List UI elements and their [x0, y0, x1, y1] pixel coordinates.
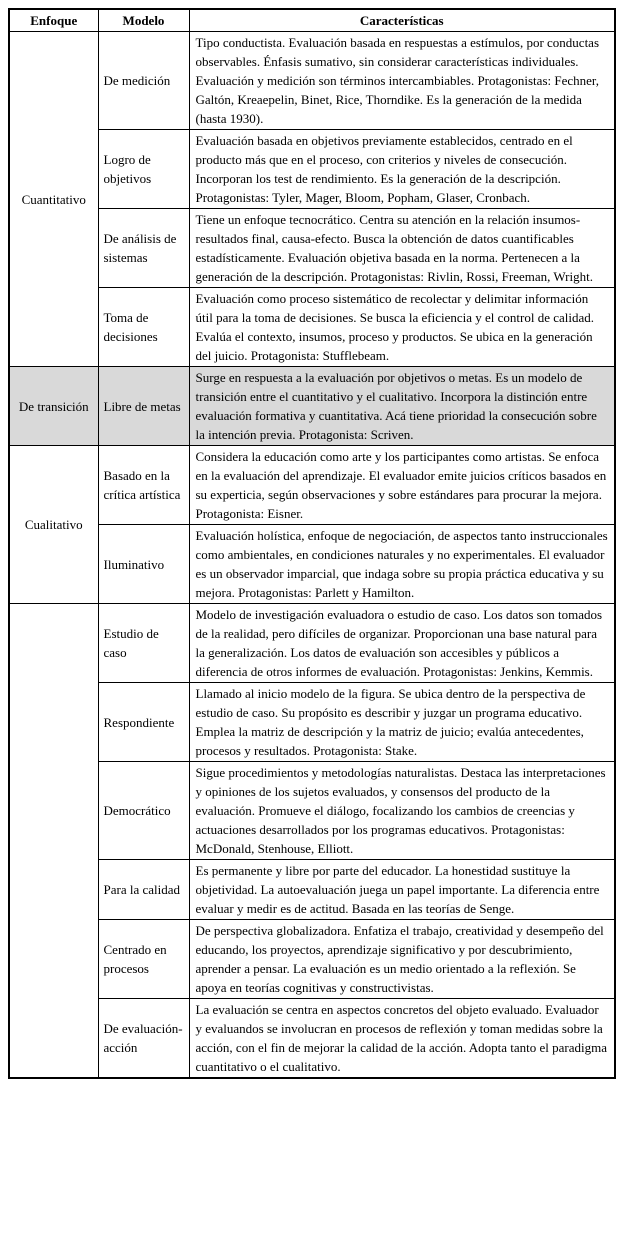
modelo-cell: De evaluación-acción [98, 999, 189, 1079]
modelo-cell: Libre de metas [98, 367, 189, 446]
modelo-cell: Democrático [98, 762, 189, 860]
caracteristicas-cell: La evaluación se centra en aspectos concretos del objeto evaluado. Evaluador y evaluandos se involucran en procesos de reflexión y toman medidas sobre la acción, con el fin de mejorar la calidad de la acción. Adopta tanto el paradigma cuantitativo o el cualitativo. [189, 999, 615, 1079]
caracteristicas-cell: Tipo conductista. Evaluación basada en respuestas a estímulos, por conductas observables. Énfasis sumativo, sin considerar características individuales. Evaluación y medición son términos intercambiables. Protagonistas: Fechner, Galtón, Kreaepelin, Binet, Rice, Thorndike. Es la generación de la medida (hasta 1930). [189, 32, 615, 130]
enfoque-cell-cualitativo: Cualitativo [9, 446, 98, 604]
caracteristicas-cell: Modelo de investigación evaluadora o estudio de caso. Los datos son tomados de la realidad, pero difíciles de organizar. Proporcionan una base natural para la generalización. Los datos de evaluación son accesibles y públicos a diferencia de otros informes de evaluación. Protagonistas: Jenkins, Kemmis. [189, 604, 615, 683]
caracteristicas-cell: Sigue procedimientos y metodologías naturalistas. Destaca las interpretaciones y opiniones de los sujetos evaluados, y consensos del producto de la evaluación. Promueve el diálogo, focalizando los cambios de creencias y actuaciones desarrollados por los programas educativos. Protagonistas: McDonald, Stenhouse, Elliott. [189, 762, 615, 860]
modelo-cell: De medición [98, 32, 189, 130]
caracteristicas-cell: De perspectiva globalizadora. Enfatiza el trabajo, creatividad y desempeño del educando, los proyectos, aprendizaje significativo y por descubrimiento, aprender a pensar. La evaluación es un medio orientado a la reflexión. Se apoya en teorías cognitivas y constructivistas. [189, 920, 615, 999]
col-header-enfoque: Enfoque [9, 9, 98, 32]
enfoque-cell-empty [9, 604, 98, 1079]
modelo-cell: Toma de decisiones [98, 288, 189, 367]
table-row [9, 446, 615, 525]
caracteristicas-cell: Evaluación como proceso sistemático de recolectar y delimitar información útil para la toma de decisiones. Se busca la eficiencia y el control de calidad. Evalúa el contexto, insumos, proceso y productos. Se ubica en la generación del juicio. Protagonista: Stufflebeam. [189, 288, 615, 367]
table-row [9, 32, 615, 130]
enfoque-cell-cuantitativo: Cuantitativo [9, 32, 98, 367]
table-row [9, 860, 615, 920]
modelo-cell: Iluminativo [98, 525, 189, 604]
header-row [9, 9, 615, 32]
modelo-cell: Basado en la crítica artística [98, 446, 189, 525]
modelo-cell: Para la calidad [98, 860, 189, 920]
modelo-cell: Estudio de caso [98, 604, 189, 683]
table-row [9, 999, 615, 1079]
table-row [9, 525, 615, 604]
enfoque-cell-de-transicion: De transición [9, 367, 98, 446]
table-row [9, 130, 615, 209]
evaluation-models-table [8, 8, 616, 1079]
caracteristicas-cell: Tiene un enfoque tecnocrático. Centra su atención en la relación insumos-resultados final, causa-efecto. Busca la obtención de datos cuantificables estadísticamente. Evaluación objetiva basada en la norma. Pertenecen a la generación de la descripción. Protagonistas: Rivlin, Rossi, Freeman, Wright. [189, 209, 615, 288]
caracteristicas-cell: Es permanente y libre por parte del educador. La honestidad sustituye la objetividad. La autoevaluación juega un papel importante. La diferencia entre evaluar y medir es de actitud. Basada en las teorías de Senge. [189, 860, 615, 920]
caracteristicas-cell: Surge en respuesta a la evaluación por objetivos o metas. Es un modelo de transición entre el cuantitativo y el cualitativo. Incorpora la distinción entre evaluación formativa y cuantitativa. Acá tiene prioridad la consecución sobre la intención previa. Protagonista: Scriven. [189, 367, 615, 446]
caracteristicas-cell: Evaluación basada en objetivos previamente establecidos, centrado en el producto más que en el proceso, con criterios y niveles de consecución. Incorporan los test de rendimiento. Es la generación de la descripción. Protagonistas: Tyler, Mager, Bloom, Popham, Glaser, Cronbach. [189, 130, 615, 209]
table-row-shaded [9, 367, 615, 446]
modelo-cell: Respondiente [98, 683, 189, 762]
table-row [9, 920, 615, 999]
table-row [9, 604, 615, 683]
caracteristicas-cell: Evaluación holística, enfoque de negociación, de aspectos tanto instruccionales como ambientales, en condiciones naturales y no experimentales. El evaluador es un observador imparcial, que indaga sobre su propia práctica educativa y su mejora. Protagonistas: Parlett y Hamilton. [189, 525, 615, 604]
table-row [9, 288, 615, 367]
modelo-cell: Centrado en procesos [98, 920, 189, 999]
table-row [9, 762, 615, 860]
col-header-caracteristicas: Características [189, 9, 615, 32]
col-header-modelo: Modelo [98, 9, 189, 32]
modelo-cell: De análisis de sistemas [98, 209, 189, 288]
caracteristicas-cell: Llamado al inicio modelo de la figura. Se ubica dentro de la perspectiva de estudio de caso. Su propósito es describir y juzgar un programa educativo. Emplea la matriz de descripción y la matriz de juicio; evalúa antecedentes, procesos y resultados. Protagonista: Stake. [189, 683, 615, 762]
modelo-cell: Logro de objetivos [98, 130, 189, 209]
caracteristicas-cell: Considera la educación como arte y los participantes como artistas. Se enfoca en la evaluación del aprendizaje. El evaluador emite juicios críticos basados en su experticia, según observaciones y sobre estándares para procurar la mejora. Protagonista: Eisner. [189, 446, 615, 525]
table-row [9, 209, 615, 288]
table-row [9, 683, 615, 762]
